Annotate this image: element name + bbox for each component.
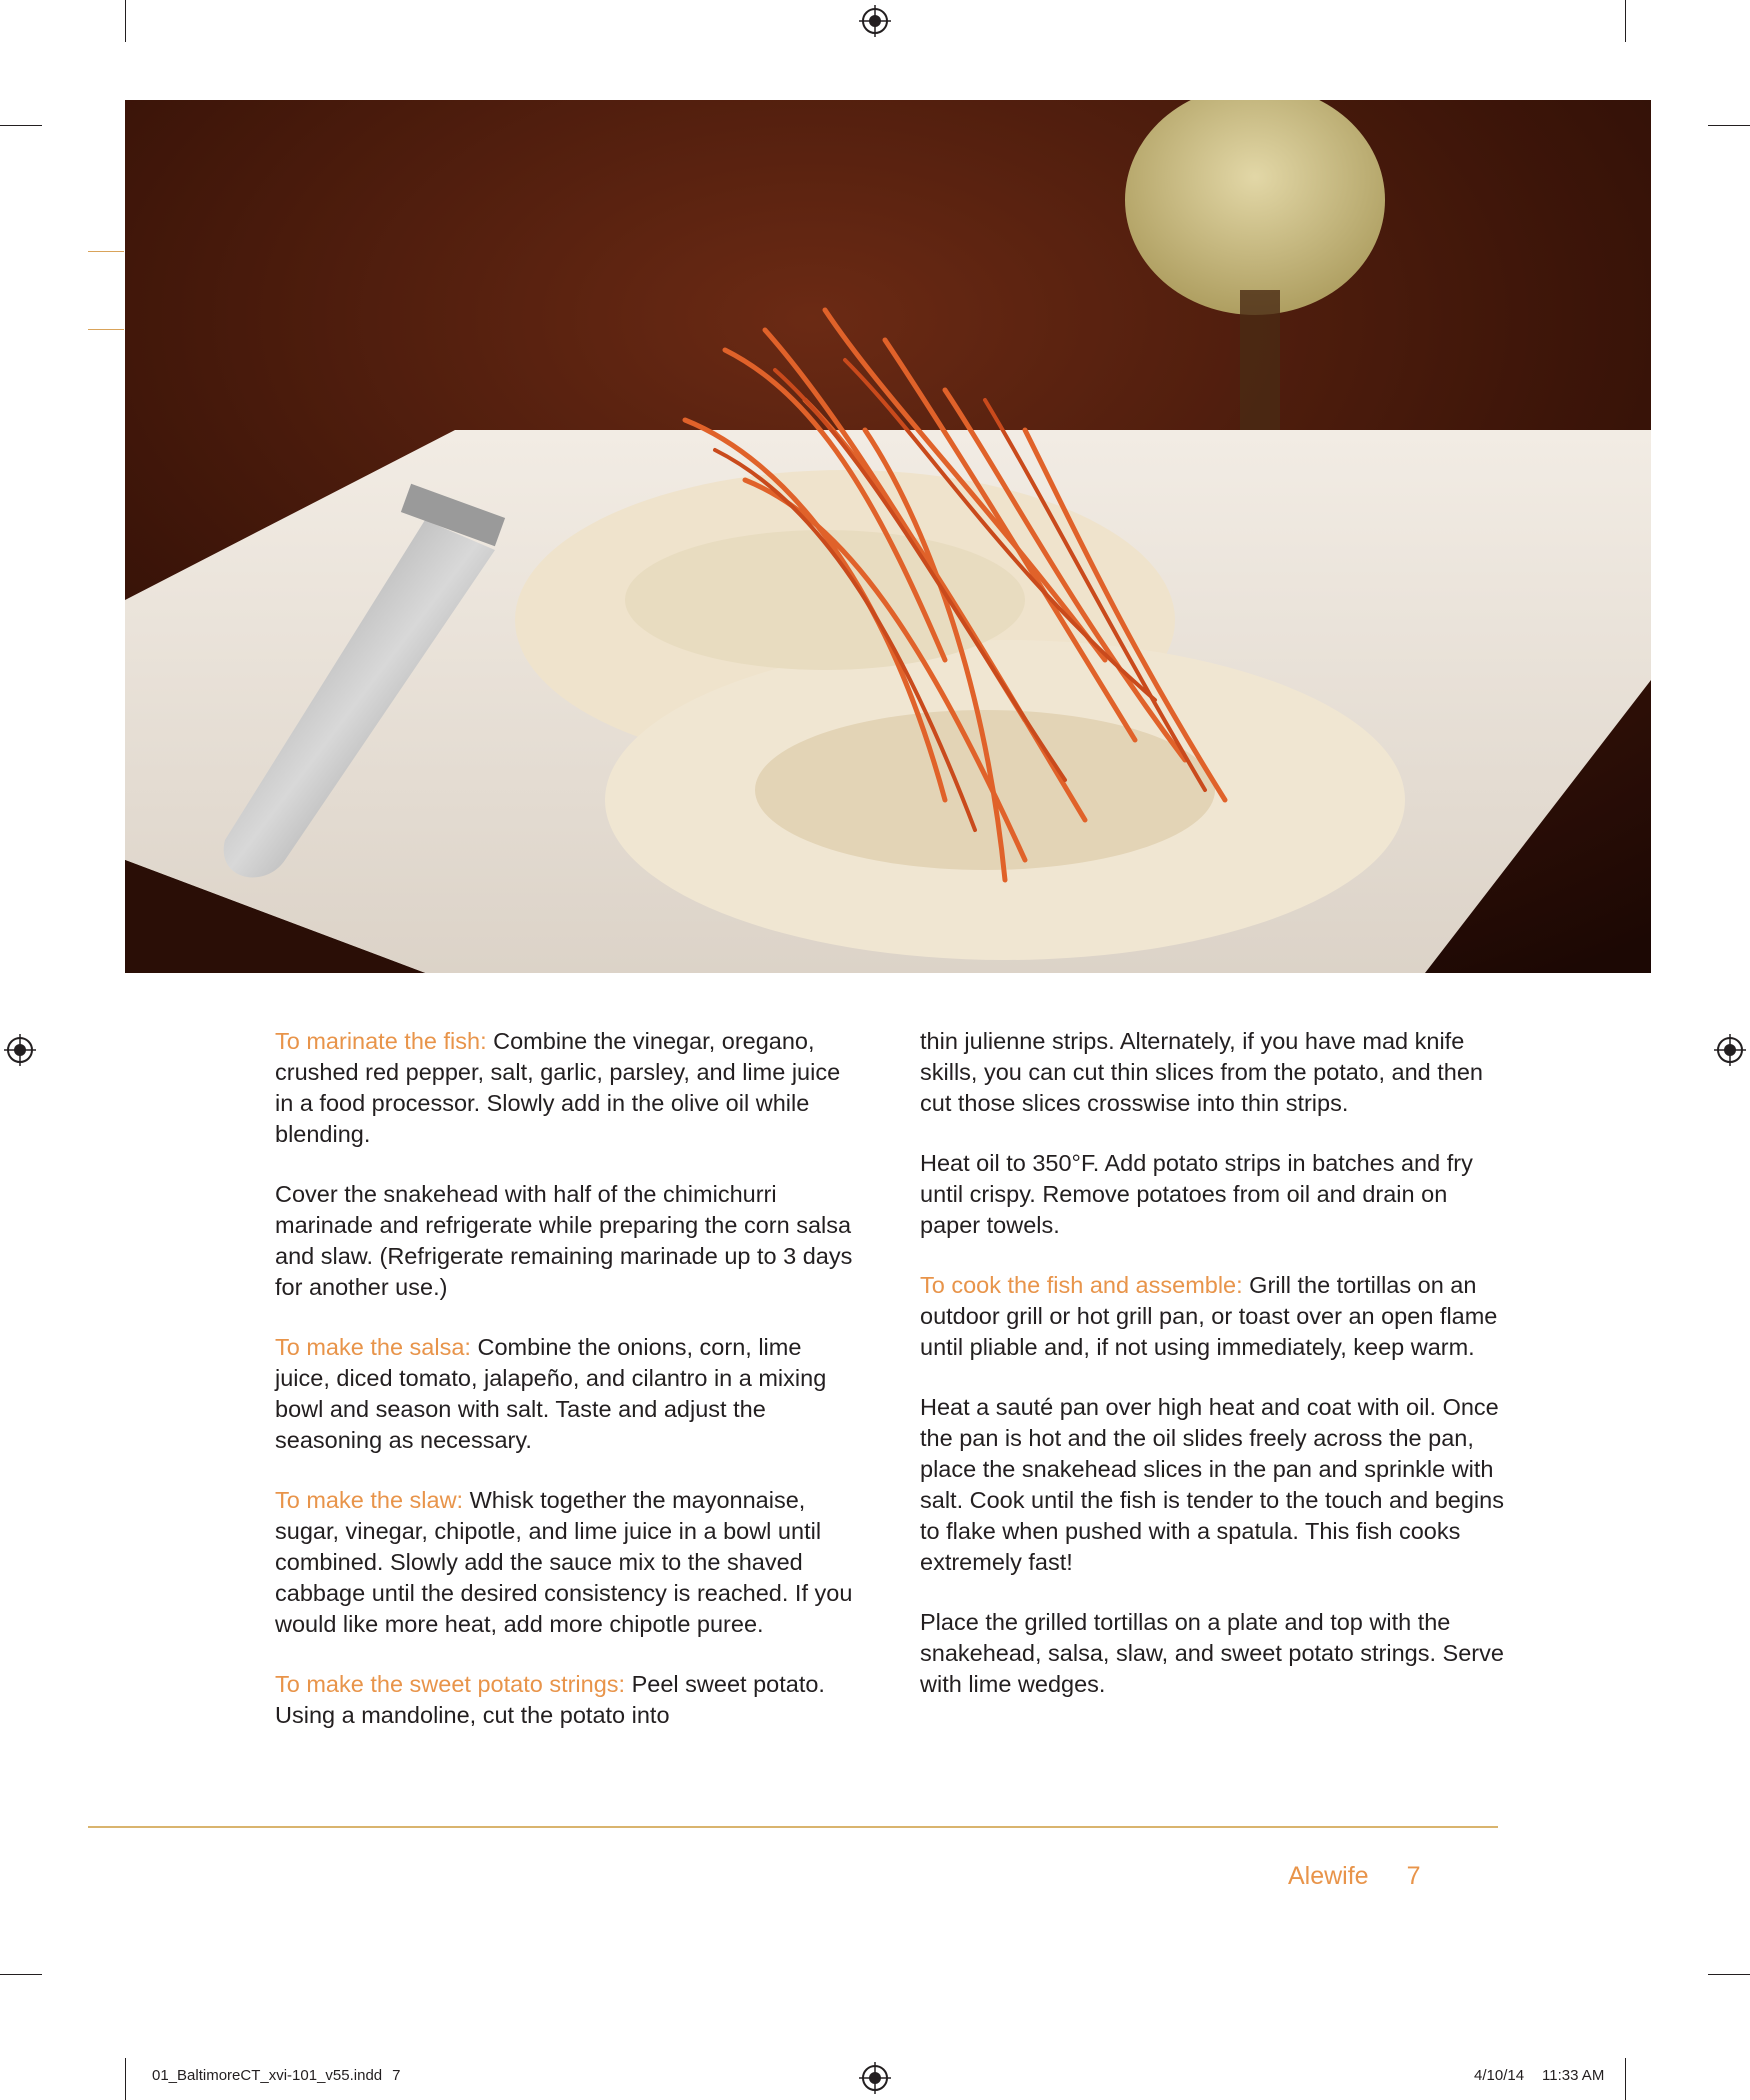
recipe-paragraph: Heat oil to 350°F. Add potato strips in batches and fry until crispy. Remove potatoes from oil and drain on paper towels. <box>920 1150 1473 1238</box>
registration-mark-icon <box>859 2062 891 2094</box>
recipe-paragraph: To make the sweet potato strings: Peel sweet potato. Using a mandoline, cut the potato into <box>275 1671 825 1728</box>
food-photo <box>125 100 1651 973</box>
recipe-paragraph: Place the grilled tortillas on a plate and top with the snakehead, salsa, slaw, and sweet potato strings. Serve with lime wedges. <box>920 1609 1504 1697</box>
folio <box>1288 1862 1421 1891</box>
guide-tick <box>88 251 124 252</box>
crop-mark <box>0 1974 42 1975</box>
slug-time: 11:33 AM <box>1542 2067 1605 2084</box>
guide-tick <box>88 329 124 330</box>
crop-mark <box>1625 0 1626 42</box>
slug-date: 4/10/14 <box>1474 2067 1525 2084</box>
registration-mark-icon <box>1714 1034 1746 1066</box>
crop-mark <box>125 2058 126 2100</box>
recipe-column-left <box>275 1026 860 1731</box>
section-lead: To marinate the fish: <box>275 1028 487 1054</box>
slug-file-info <box>152 2067 400 2084</box>
recipe-paragraph: thin julienne strips. Alternately, if you have mad knife skills, you can cut thin slices from the potato, and then cut those slices crosswise into thin strips. <box>920 1028 1483 1116</box>
recipe-paragraph: Cover the snakehead with half of the chimichurri marinade and refrigerate while preparing the corn salsa and slaw. (Refrigerate remaining marinade up to 3 days for another use.) <box>275 1181 853 1300</box>
slug-filename: 01_BaltimoreCT_xvi-101_v55.indd <box>152 2067 383 2084</box>
section-name: Alewife <box>1288 1862 1369 1890</box>
crop-mark <box>1708 1974 1750 1975</box>
recipe-column-right <box>920 1026 1505 1700</box>
recipe-paragraph: To make the salsa: Combine the onions, corn, lime juice, diced tomato, jalapeño, and cilantro in a mixing bowl and season with salt. Taste and adjust the seasoning as necessary. <box>275 1334 827 1453</box>
footer-rule <box>88 1826 1498 1828</box>
slug-timestamp <box>1474 2067 1604 2084</box>
crop-mark <box>1625 2058 1626 2100</box>
recipe-paragraph: To cook the fish and assemble: Grill the tortillas on an outdoor grill or hot grill pan, or toast over an open flame until pliable and, if not using immediately, keep warm. <box>920 1272 1498 1360</box>
registration-mark-icon <box>859 5 891 37</box>
section-lead: To make the salsa: <box>275 1334 471 1360</box>
recipe-paragraph: To make the slaw: Whisk together the mayonnaise, sugar, vinegar, chipotle, and lime juice in a bowl until combined. Slowly add the sauce mix to the shaved cabbage until the desired consistency is reached. If you would like more heat, add more chipotle puree. <box>275 1487 853 1637</box>
registration-mark-icon <box>4 1034 36 1066</box>
section-lead: To make the sweet potato strings: <box>275 1671 626 1697</box>
crop-mark <box>1708 125 1750 126</box>
crop-mark <box>125 0 126 42</box>
section-lead: To make the slaw: <box>275 1487 464 1513</box>
section-lead: To cook the fish and assemble: <box>920 1272 1243 1298</box>
recipe-paragraph: To marinate the fish: Combine the vinegar, oregano, crushed red pepper, salt, garlic, parsley, and lime juice in a food processor. Slowly add in the olive oil while blending. <box>275 1028 841 1147</box>
recipe-paragraph: Heat a sauté pan over high heat and coat with oil. Once the pan is hot and the oil slides freely across the pan, place the snakehead slices in the pan and sprinkle with salt. Cook until the fish is tender to the touch and begins to flake when pushed with a spatula. This fish cooks extremely fast! <box>920 1394 1504 1575</box>
page-number: 7 <box>1406 1862 1421 1890</box>
crop-mark <box>0 125 42 126</box>
slug-page: 7 <box>392 2067 401 2084</box>
